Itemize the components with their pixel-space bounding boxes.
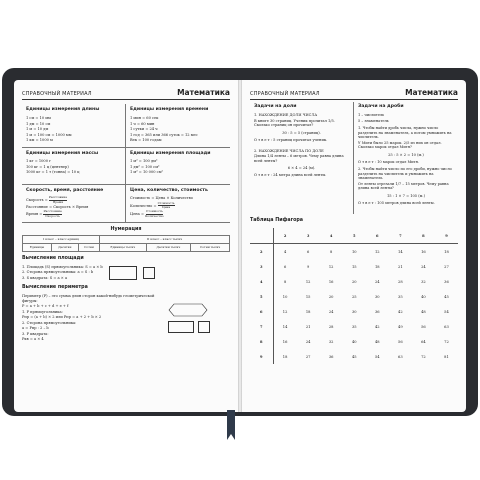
pythagoras-cell: 56 [398,339,403,344]
pythagoras-cell: 40 [351,339,357,344]
area-line: 1 дм² = 100 см² [130,164,160,169]
speed-block [22,185,126,223]
right-page-header [250,88,458,100]
speed-formula-lhs: Скорость = [26,198,48,203]
pythagoras-cell: 54 [444,309,449,314]
pythagoras-cell: 8 [330,249,333,254]
pythagoras-cell: 6 [250,304,273,319]
pythagoras-cell: 14 [398,249,403,254]
numeration-col: Десятки [51,243,78,251]
pythagoras-cell: 28 [328,324,334,329]
pythagoras-cell: 7 [389,228,412,244]
pythagoras-cell: 12 [328,264,334,269]
right-header-title: Математика [405,88,458,97]
area-calc-l3: 3. S квадрата: [22,275,49,280]
tasks-columns [250,102,458,214]
perimeter-row [22,293,230,342]
pythagoras-section [250,218,458,224]
pythagoras-cell: 72 [421,354,426,359]
time-units-block [126,104,230,147]
left-page-header [22,88,230,100]
numeration-section [22,227,230,252]
pythagoras-cell: 20 [328,294,334,299]
mass-line: 100 кг = 1 ц (центнер) [26,164,69,169]
right-page [242,80,466,412]
pythagoras-cell: 42 [398,309,403,314]
pythagoras-cell: 8 [412,228,435,244]
length-line: 1 дм = 10 см [26,121,51,126]
pythagoras-cell: 8 [250,334,273,349]
fraction-numerator: Расстояние [48,195,68,200]
pythagoras-cell: 25 [351,294,357,299]
share-task-2-answer: О т в е т : 24 метра длина всей ленты. [254,173,327,178]
pythagoras-cell: 12 [305,279,311,284]
time-line: Век = 100 годам [130,138,162,143]
pythagoras-cell: 35 [351,324,357,329]
price-block [126,185,230,223]
pythagoras-cell: 20 [351,279,357,284]
fraction-rule-2: 2. Чтобы найти число по его дроби, нужно число разделить на числитель и умножить на знаменатель. [358,167,452,181]
pythagoras-cell: 6 [283,264,287,269]
numeration-table [22,235,230,252]
numeration-col: Единицы тысяч [100,243,146,251]
area-line: 1 м² = 10 000 см² [130,170,163,175]
share-task-1-solution: 30 : 5 = 5 (страниц). [282,130,321,135]
quantity-fraction [158,202,175,210]
pythagoras-cell: 9 [435,228,458,244]
area-calc-line-1 [22,265,103,269]
pythagoras-cell: 21 [305,324,311,329]
pythagoras-cell: 24 [328,309,334,314]
numeration-col: Сотни [78,243,99,251]
time-fraction [43,210,61,218]
cost-formula: Стоимость = Цена × Количество [130,196,193,201]
area-units-block [126,148,230,185]
perimeter-l1: 1. P прямоугольника: [22,309,63,314]
pythagoras-cell: 9 [306,264,310,269]
fraction-numerator: Расстояние [43,209,62,214]
area-calc-title: Вычисление площади [22,255,84,261]
pythagoras-cell: 6 [306,249,310,254]
area-calc-row [22,264,230,281]
left-page [14,80,238,412]
share-task-2-title: 2. НАХОЖДЕНИЕ ЧИСЛА ПО ДОЛЕ [254,148,324,153]
rectangle-diagram [109,266,137,280]
pythagoras-cell: 16 [421,249,426,254]
pythagoras-cell [250,228,273,244]
pythagoras-cell: 4 [283,249,287,254]
fraction-task-2-solution: 15 : 1 × 7 = 105 (м.) [387,193,425,198]
perimeter-l2: 2. Сторона прямоугольника: [22,320,77,325]
pythagoras-cell: 15 [305,294,311,299]
pythagoras-cell: 30 [351,309,357,314]
pythagoras-title: Таблица Пифагора [250,218,304,224]
pythagoras-cell: 45 [444,294,449,299]
pythagoras-cell: 5 [250,289,273,304]
pythagoras-cell: 32 [421,279,426,284]
pythagoras-cell: 54 [374,354,380,359]
pythagoras-row [250,334,458,349]
numeration-col: Десятки тысяч [146,243,191,251]
pythagoras-cell: 45 [351,354,357,359]
length-units-block [22,104,126,147]
pythagoras-cell: 32 [328,339,334,344]
bookmark-ribbon-icon [227,410,235,440]
share-tasks-title: Задачи на доли [254,104,297,110]
share-task-1-text: В книге 30 страниц. Ученик прочитал 1/5. Сколько страниц он прочитал? [254,118,335,128]
left-header-title: Математика [177,88,230,97]
perimeter-text [22,293,162,342]
left-header-label: СПРАВОЧНЫЙ МАТЕРИАЛ [22,91,92,98]
share-task-1-answer: О т в е т : 5 страниц прочитал ученик. [254,138,328,143]
pythagoras-cell: 12 [282,309,288,314]
fraction-tasks-block [354,102,458,214]
pythagoras-table [250,228,458,364]
fraction-denominator-note: 5 – знаменатель [358,118,389,123]
pythagoras-cell: 18 [305,309,311,314]
area-calc-l2: 2. Сторона прямоугольника: a = S : b [22,270,94,275]
mass-line: 1000 кг = 1 т (тонна) = 10 ц [26,170,80,175]
perimeter-intro: Периметр (Р) – это сумма длин сторон какой-нибудь геометрической фигуры: [22,294,155,303]
time-formula [26,210,121,218]
numeration-col: Единицы [23,243,52,251]
pythagoras-cell: 28 [398,279,403,284]
time-line: 1 сутки = 24 ч [130,127,158,132]
hexagon-diagram [168,303,208,317]
pythagoras-cell: 10 [351,249,357,254]
area-calc-line-3 [22,276,103,280]
pythagoras-cell: 27 [444,264,449,269]
pythagoras-row [250,228,458,244]
time-line: 1 год = 365 или 366 суток = 12 мес [130,132,198,137]
pythagoras-cell: 56 [421,324,426,329]
area-calc-section [22,256,230,281]
pythagoras-row [250,304,458,319]
fraction-numerator-note: 1 – числитель [358,113,385,118]
pythagoras-row [250,259,458,274]
pythagoras-cell: 63 [444,324,449,329]
pythagoras-cell: 72 [444,339,449,344]
square-diagram [143,267,155,279]
share-task-2-text: Длина 1/4 ленты – 6 метров. Чему равна длина всей ленты? [254,154,344,163]
speed-fraction [49,196,67,204]
pythagoras-cell: 12 [374,249,380,254]
right-header-label: СПРАВОЧНЫЙ МАТЕРИАЛ [250,91,320,98]
time-formula-lhs: Время = [26,212,43,217]
numeration-group-thousands: II класс – класс тысяч [100,235,230,243]
pythagoras-cell: 40 [421,294,426,299]
pythagoras-cell: 24 [374,279,380,284]
perimeter-diagrams [168,303,210,333]
perimeter-f1: P = a + b + c + d + e + f [22,304,69,309]
pythagoras-cell: 81 [444,354,449,359]
pythagoras-cell: 48 [421,309,426,314]
pythagoras-row [250,289,458,304]
fraction-task-1-text: У Мити было 25 марок. 2/5 из них он отдал. Сколько марок отдал Митя? [358,140,442,150]
pythagoras-row [250,244,458,260]
pythagoras-cell: 36 [328,354,334,359]
price-formula [130,210,226,218]
share-task-1-title: 1. НАХОЖДЕНИЕ ДОЛИ ЧИСЛА [254,113,318,118]
pythagoras-cell: 21 [398,264,403,269]
fraction-task-1-solution: 25 : 5 × 2 = 10 (м.) [388,152,424,157]
fraction-task-2-answer: О т в е т : 105 метров длина всей ленты. [358,201,435,206]
length-units-title: Единицы измерения длины [26,107,100,113]
pythagoras-cell: 36 [444,279,449,284]
pythagoras-cell: 9 [250,349,273,364]
perimeter-shapes [168,321,210,333]
pythagoras-cell: 30 [374,294,380,299]
pythagoras-cell: 8 [283,279,287,284]
fraction-denominator: Время [52,199,64,204]
time-line: 1 мин = 60 сек [130,116,159,121]
share-task-2-solution: 6 × 4 = 24 (м). [287,165,316,170]
fraction-numerator: Стоимость [145,209,163,214]
pythagoras-cell: 27 [305,354,311,359]
pythagoras-cell: 15 [351,264,357,269]
fraction-denominator: Количество [145,213,164,218]
pythagoras-cell: 18 [282,354,288,359]
length-line: 1 м = 10 дм [26,127,49,132]
perimeter-f4: Pкв = a × 4 [22,337,44,342]
speed-title: Скорость, время, расстояние [26,187,104,193]
pythagoras-cell: 49 [398,324,403,329]
length-line: 1 м = 100 см = 1000 мм [26,132,72,137]
rectangle-diagram [168,321,194,333]
pythagoras-cell: 3 [297,228,320,244]
perimeter-section [22,285,230,342]
pythagoras-cell: 3 [250,259,273,274]
time-units-title: Единицы измерения времени [130,107,209,113]
perimeter-f3: a = Pпр : 2 – b [22,326,49,331]
speed-formula [26,196,121,204]
fraction-denominator: Скорость [45,213,60,218]
length-line: 1 км = 1000 м [26,138,53,143]
mass-units-block [22,148,126,185]
pythagoras-cell: 7 [250,319,273,334]
price-formula-lhs: Цена = [130,212,144,217]
area-units-title: Единицы измерения площади [130,150,211,156]
pythagoras-cell: 24 [421,264,426,269]
pythagoras-cell: 10 [282,294,288,299]
pythagoras-cell: 63 [398,354,403,359]
length-line: 1 см = 10 мм [26,116,51,121]
pythagoras-cell: 48 [374,339,380,344]
mass-line: 1 кг = 1000 г [26,159,52,164]
pythagoras-cell: 6 [366,228,389,244]
pythagoras-cell: 16 [282,339,288,344]
perimeter-title: Вычисление периметра [22,285,88,291]
pythagoras-cell: 14 [282,324,288,329]
pythagoras-cell: 2 [250,244,273,260]
fraction-task-1-answer: О т в е т : 10 марок отдал Митя. [358,159,420,164]
perimeter-f2: Pпр = (a + b) × 2 или Pпр = a + 2 + b × 2 [22,315,102,320]
pythagoras-cell: 42 [374,324,380,329]
pythagoras-cell: 16 [328,279,334,284]
area-calc-l1f: S = a × b [85,264,103,269]
pythagoras-cell: 36 [374,309,380,314]
pythagoras-cell: 18 [444,249,449,254]
pythagoras-cell: 4 [320,228,343,244]
time-line: 1 ч = 60 мин [130,121,155,126]
price-fraction [145,210,164,218]
pythagoras-cell: 24 [305,339,311,344]
area-line: 1 м² = 100 дм² [130,159,158,164]
area-calc-l3f: S = a × a [49,275,68,280]
fraction-rule-1: 1. Чтобы найти дробь числа, нужно число разделить на знаменатель, а потом умножить на числитель. [358,126,452,140]
fraction-numerator: Стоимость [157,200,175,205]
fraction-denominator: Цена [161,205,171,210]
pythagoras-row [250,274,458,289]
fraction-task-2-text: От ленты отрезали 1/7 – 15 метров. Чему равна длина всей ленты? [358,181,449,191]
price-title: Цена, количество, стоимость [130,187,208,193]
numeration-group-units: I класс – класс единиц [23,235,100,243]
mass-units-title: Единицы измерения массы [26,150,99,156]
pythagoras-cell: 4 [250,274,273,289]
square-diagram [198,321,210,333]
fraction-tasks-title: Задачи на дроби [358,104,404,110]
numeration-col: Сотни тысяч [191,243,230,251]
area-calc-l1: 1. Площадь (S) прямоугольника: [22,264,85,269]
area-calc-text [22,264,103,281]
perimeter-l3: 3. P квадрата: [22,331,49,336]
quantity-formula [130,202,226,210]
pythagoras-row [250,349,458,364]
quantity-formula-lhs: Количество = [130,203,157,208]
pythagoras-cell: 64 [421,339,426,344]
share-tasks-block [250,102,354,214]
pythagoras-cell: 2 [273,228,297,244]
pythagoras-cell: 18 [374,264,380,269]
numeration-title: Нумерация [110,226,142,232]
pythagoras-cell: 35 [398,294,403,299]
pythagoras-cell: 5 [343,228,366,244]
pythagoras-row [250,319,458,334]
distance-formula: Расстояние = Скорость × Время [26,204,89,209]
units-grid [22,104,230,223]
